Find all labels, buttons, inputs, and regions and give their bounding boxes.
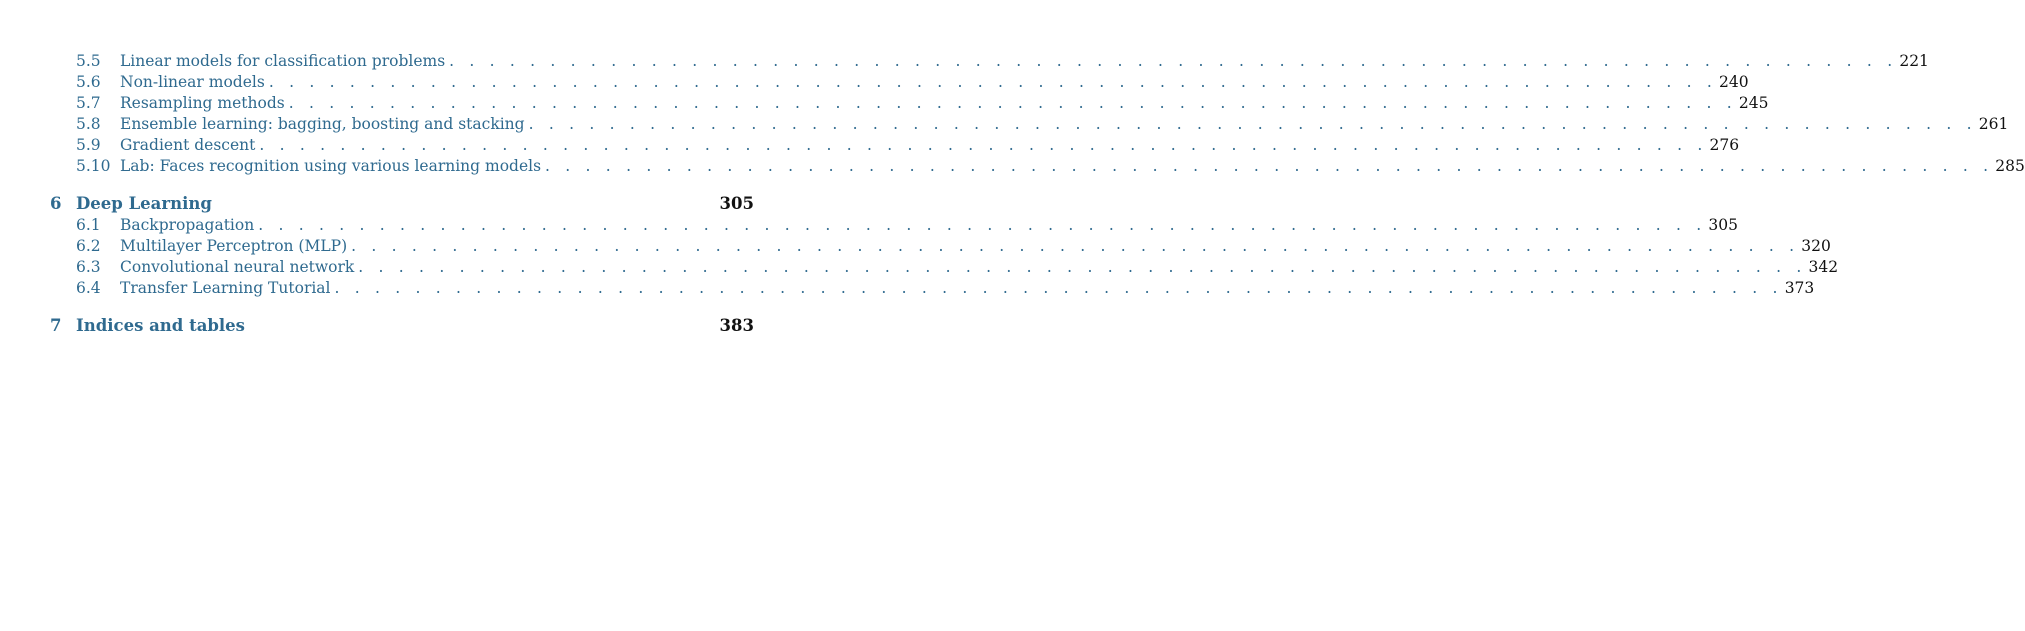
section-title-link[interactable]: Ensemble learning: bagging, boosting and stacking xyxy=(120,115,525,133)
section-number: 5.7 xyxy=(76,94,101,112)
toc-entry[interactable] xyxy=(50,135,1740,156)
page-number: 245 xyxy=(1738,94,1769,112)
dot-leader: . . . . . . . . . . . . . . . . . . . . . . . . . . . . . . . . . . . . . . . . . . . . . . . . . . . . . . . . . . . . . . . . . . . . . . . . xyxy=(528,115,1977,133)
dot-leader: . . . . . . . . . . . . . . . . . . . . . . . . . . . . . . . . . . . . . . . . . . . . . . . . . . . . . . . . . . . . . . . . . . . . . . . . xyxy=(351,237,1800,255)
section-number: 6.4 xyxy=(76,279,101,297)
page-number: 320 xyxy=(1801,237,1831,255)
dot-leader: . . . . . . . . . . . . . . . . . . . . . . . . . . . . . . . . . . . . . . . . . . . . . . . . . . . . . . . . . . . . . . . . . . . . . . . . xyxy=(288,94,1737,112)
page-number: 342 xyxy=(1808,258,1839,276)
chapter-title-link[interactable]: Indices and tables xyxy=(76,316,245,335)
chapter-number: 6 xyxy=(50,194,62,213)
section-title-link[interactable]: Backpropagation xyxy=(120,216,255,234)
toc-chapter[interactable] xyxy=(50,193,754,215)
page-number: 373 xyxy=(1784,279,1815,297)
dot-leader: . . . . . . . . . . . . . . . . . . . . . . . . . . . . . . . . . . . . . . . . . . . . . . . . . . . . . . . . . . . . . . . . . . . . . . . . xyxy=(268,73,1717,91)
section-title-link[interactable]: Linear models for classification problems xyxy=(120,52,446,70)
page-number: 305 xyxy=(1708,216,1738,234)
section-number: 6.1 xyxy=(76,216,101,234)
section-number: 5.5 xyxy=(76,52,101,70)
page-number: 285 xyxy=(1995,157,2025,175)
spacer xyxy=(50,299,754,315)
toc-entry[interactable] xyxy=(50,215,1738,236)
page-number: 383 xyxy=(719,316,754,335)
toc-entry[interactable] xyxy=(50,257,1839,278)
section-number: 5.10 xyxy=(76,157,111,175)
dot-leader: . . . . . . . . . . . . . . . . . . . . . . . . . . . . . . . . . . . . . . . . . . . . . . . . . . . . . . . . . . . . . . . . . . . . . . . . xyxy=(449,52,1898,70)
section-title-link[interactable]: Non-linear models xyxy=(120,73,265,91)
dot-leader: . . . . . . . . . . . . . . . . . . . . . . . . . . . . . . . . . . . . . . . . . . . . . . . . . . . . . . . . . . . . . . . . . . . . . . . . xyxy=(358,258,1807,276)
page-number: 240 xyxy=(1718,73,1749,91)
toc-entry[interactable] xyxy=(50,236,1831,257)
section-title-link[interactable]: Resampling methods xyxy=(120,94,285,112)
table-of-contents xyxy=(50,51,2025,337)
chapter-number: 7 xyxy=(50,316,62,335)
section-title-link[interactable]: Multilayer Perceptron (MLP) xyxy=(120,237,348,255)
toc-entry[interactable] xyxy=(50,93,1769,114)
section-title-link[interactable]: Lab: Faces recognition using various learning models xyxy=(120,157,542,175)
dot-leader: . . . . . . . . . . . . . . . . . . . . . . . . . . . . . . . . . . . . . . . . . . . . . . . . . . . . . . . . . . . . . . . . . . . . . . . . xyxy=(259,136,1708,154)
section-number: 6.2 xyxy=(76,237,101,255)
section-number: 6.3 xyxy=(76,258,101,276)
page-number: 261 xyxy=(1978,115,2009,133)
section-title-link[interactable]: Gradient descent xyxy=(120,136,256,154)
section-number: 5.9 xyxy=(76,136,101,154)
section-number: 5.8 xyxy=(76,115,101,133)
section-title-link[interactable]: Transfer Learning Tutorial xyxy=(120,279,331,297)
page-number: 221 xyxy=(1899,52,1929,70)
toc-entry[interactable] xyxy=(50,72,1749,93)
section-title-link[interactable]: Convolutional neural network xyxy=(120,258,355,276)
toc-chapter[interactable] xyxy=(50,315,754,337)
section-number: 5.6 xyxy=(76,73,101,91)
chapter-title-link[interactable]: Deep Learning xyxy=(76,194,212,213)
toc-entry[interactable] xyxy=(50,156,2025,177)
spacer xyxy=(50,177,754,193)
dot-leader: . . . . . . . . . . . . . . . . . . . . . . . . . . . . . . . . . . . . . . . . . . . . . . . . . . . . . . . . . . . . . . . . . . . . . . . . xyxy=(258,216,1707,234)
page-number: 276 xyxy=(1709,136,1740,154)
toc-entry[interactable] xyxy=(50,51,1929,72)
page-number: 305 xyxy=(719,194,754,213)
dot-leader: . . . . . . . . . . . . . . . . . . . . . . . . . . . . . . . . . . . . . . . . . . . . . . . . . . . . . . . . . . . . . . . . . . . . . . . . xyxy=(334,279,1783,297)
toc-entry[interactable] xyxy=(50,278,1815,299)
toc-entry[interactable] xyxy=(50,114,2009,135)
dot-leader: . . . . . . . . . . . . . . . . . . . . . . . . . . . . . . . . . . . . . . . . . . . . . . . . . . . . . . . . . . . . . . . . . . . . . . . . xyxy=(545,157,1994,175)
